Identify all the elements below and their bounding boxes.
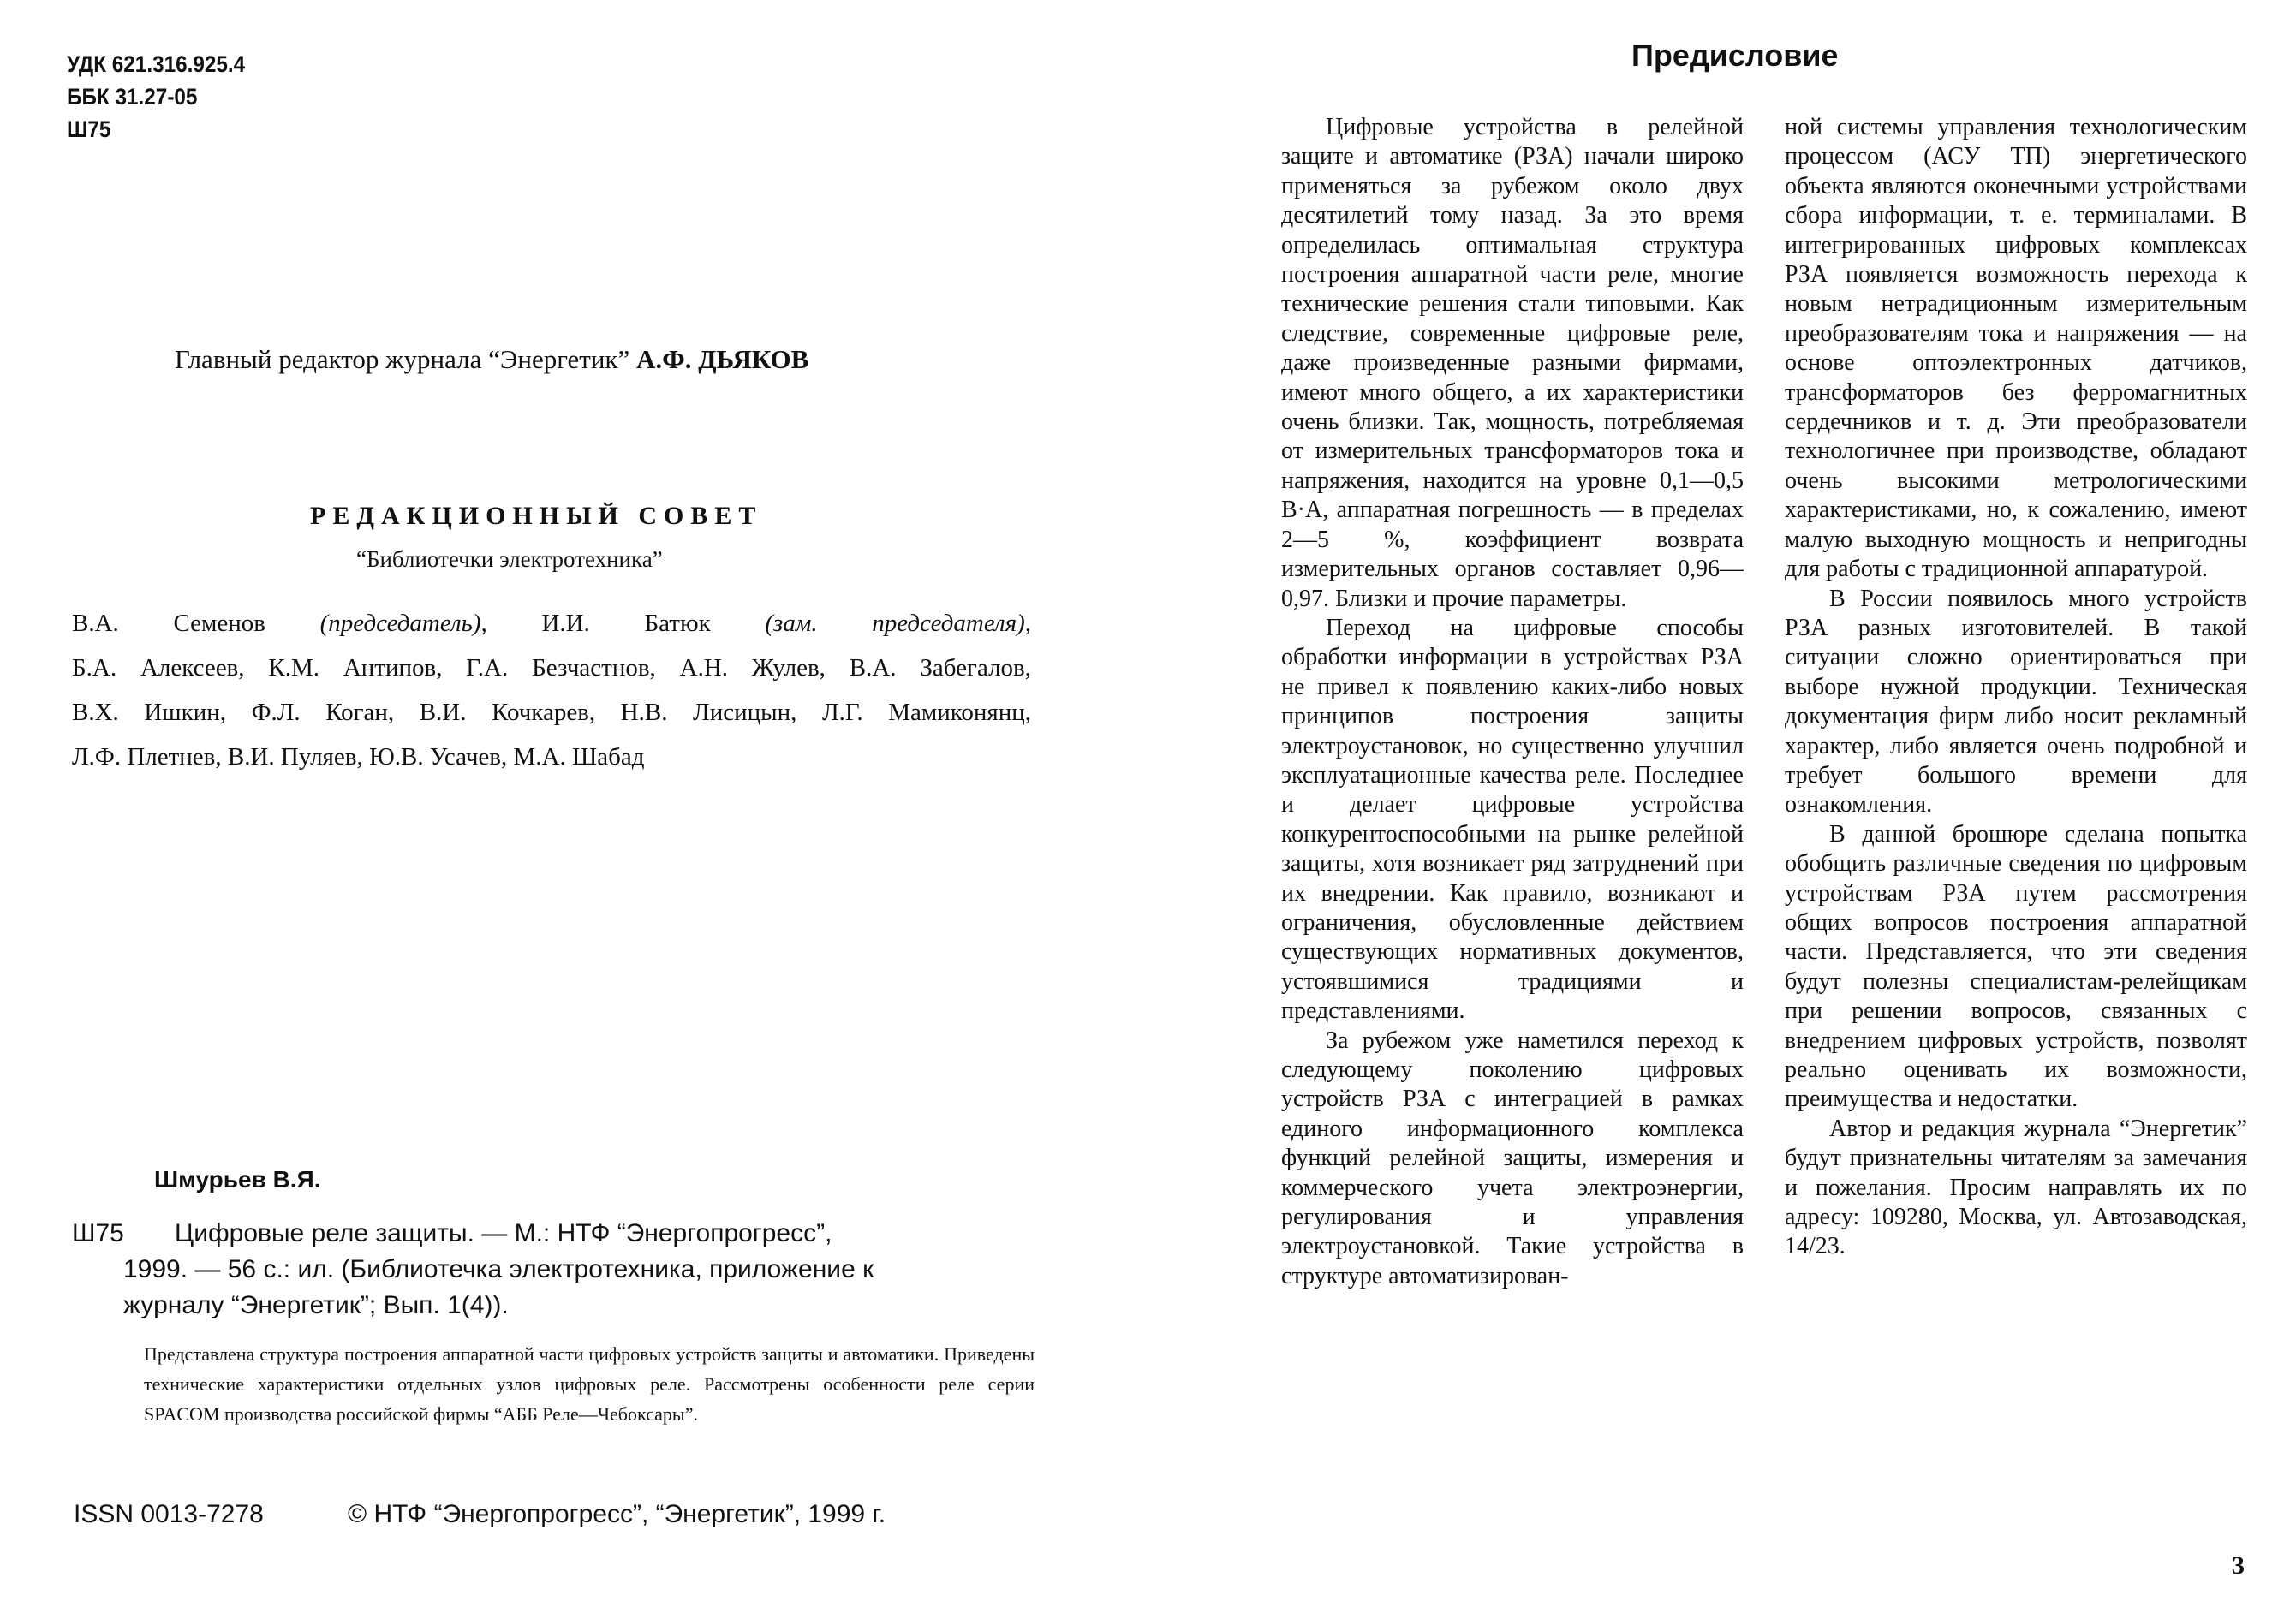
board-members-line: Б.А. Алексеев, К.М. Антипов, Г.А. Безчастнов, А.Н. Жулев, В.А. Забегалов, [72,654,1031,682]
paragraph: Автор и редакция журнала “Энергетик” будут признательны читателям за замечания и пожелания. Просим направлять их по адресу: 109280, Москва, ул. Автозаводская, 14/23. [1785,1115,2247,1260]
catalog-description-line: журналу “Энергетик”; Вып. 1(4)). [123,1291,509,1319]
paragraph: Цифровые устройства в релейной защите и автоматике (РЗА) начали широко применяться за рубежом около двух десятилетий тому назад. За это время определилась оптимальная структура построения аппаратной части реле, многие технические решения стали типовыми. Как следствие, современные цифровые реле, даже произведенные разными фирмами, имеют много общего, а их характеристики очень близки. Так, мощность, потребляемая от измерительных трансформаторов тока и напряжения, находится на уровне 0,1—0,5 В·А, аппаратная погрешность — в пределах 2—5 %, коэффициент возврата измерительных органов составляет 0,96—0,97. Близки и прочие параметры. [1281,114,1744,612]
paragraph: Переход на цифровые способы обработки информации в устройствах РЗА не привел к появлению каких-либо новых принципов построения защиты электроустановок, но существенно улучшил эксплуатационные качества реле. Последнее и делает цифровые устройства конкурентоспособными на рынке релейной защиты, хотя возникает ряд затруднений при их внедрении. Как правило, возникают и ограничения, обусловленные действием существующих нормативных документов, устоявшимися традициями и представлениями. [1281,614,1744,1025]
udk-code: УДК 621.316.925.4 [67,51,246,77]
page-number: 3 [2232,1551,2245,1580]
text-column-left [1281,113,1744,1291]
chief-editor-label: Главный редактор журнала “Энергетик” [175,344,630,374]
catalog-title-line: Цифровые реле защиты. — М.: НТФ “Энергопрогресс”, [175,1219,832,1247]
board-members-line [72,601,1031,646]
paragraph: В данной брошюре сделана попытка обобщить различные сведения по цифровым устройствам РЗА путем рассмотрения общих вопросов построения аппаратной части. Представляется, что эти сведения будут полезны специалистам-релейщикам при решении вопросов, связанных с внедрением цифровых устройств, позволят реально оценивать их возможности, преимущества и недостатки. [1785,820,2247,1113]
chief-editor-name: А.Ф. ДЬЯКОВ [636,344,809,374]
board-chairman-role: (председатель), [319,610,487,637]
board-members-line: Л.Ф. Плетнев, В.И. Пуляев, Ю.В. Усачев, М.А. Шабад [72,743,645,771]
board-members [72,601,1031,779]
paragraph: ной системы управления технологическим процессом (АСУ ТП) энергетического объекта являются оконечными устройствами сбора информации, т. е. терминалами. В интегрированных цифровых комплексах РЗА появляется возможность перехода к новым нетрадиционным измерительным преобразователям тока и напряжения — на основе оптоэлектронных датчиков, трансформаторов без ферромагнитных сердечников и т. д. Эти преобразователи технологичнее при производстве, обладают очень высокими метрологическими характеристиками, но, к сожалению, имеют малую выходную мощность и непригодны для работы с традиционной аппаратурой. [1785,114,2247,583]
board-vice-chairman-role: (зам. председателя), [765,610,1032,637]
right-page [1148,0,2296,1619]
catalog-author: Шмурьев В.Я. [154,1166,321,1193]
board-chairman: В.А. Семенов [72,610,265,637]
catalog-description-line: 1999. — 56 с.: ил. (Библиотечка электротехника, приложение к [123,1255,874,1283]
board-subtitle: “Библиотечки электротехника” [356,546,663,572]
catalog-entry [72,1216,1031,1324]
text-column-right [1785,113,2247,1262]
classification-codes [67,48,245,146]
issn: ISSN 0013-7278 [74,1500,264,1528]
copyright: © НТФ “Энергопрогресс”, “Энергетик”, 1999 г. [348,1500,886,1528]
catalog-code: Ш75 [72,1219,124,1247]
board-title: РЕДАКЦИОННЫЙ СОВЕТ [310,502,763,530]
chief-editor [175,344,808,375]
board-vice-chairman: И.И. Батюк [541,610,711,637]
author-mark: Ш75 [67,116,111,142]
paragraph: В России появилось много устройств РЗА разных изготовителей. В такой ситуации сложно ориентироваться при выборе нужной продукции. Техническая документация фирм либо носит рекламный характер, либо является очень подробной и требует большого времени для ознакомления. [1785,585,2247,818]
board-members-line: В.Х. Ишкин, Ф.Л. Коган, В.И. Кочкарев, Н.В. Лисицын, Л.Г. Мамиконянц, [72,699,1031,726]
paragraph: За рубежом уже наметился переход к следующему поколению цифровых устройств РЗА с интеграцией в рамках единого информационного комплекса функций релейной защиты, измерения и коммерческого учета электроэнергии, регулирования и управления электроустановкой. Такие устройства в структуре автоматизирован- [1281,1027,1744,1289]
bbk-code: ББК 31.27-05 [67,84,198,110]
annotation: Представлена структура построения аппаратной части цифровых устройств защиты и автоматики. Приведены технические характеристики отдельных узлов цифровых реле. Рассмотрены особенности реле серии SPACOM производства российской фирмы “АББ Реле—Чебоксары”. [144,1343,1035,1425]
preface-title: Предисловие [1631,38,1839,73]
